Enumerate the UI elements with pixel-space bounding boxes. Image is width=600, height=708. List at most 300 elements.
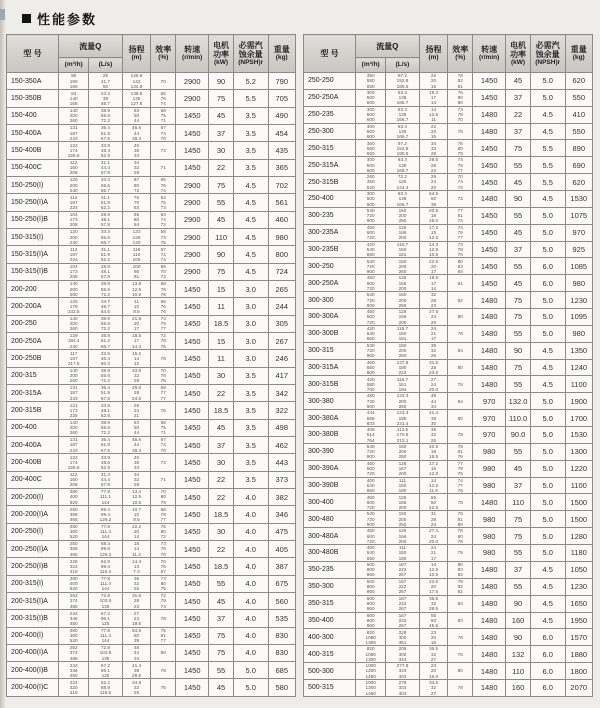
cell-speed: 1480 xyxy=(473,612,506,629)
cell-flow-ls: 25 41.7 50 xyxy=(89,73,122,90)
table-row xyxy=(304,174,593,191)
cell-power: 55 xyxy=(209,194,234,211)
cell-speed: 1450 xyxy=(176,662,209,679)
cell-npsh: 3.0 xyxy=(233,298,268,315)
cell-head: 22.5 20 17.5 xyxy=(419,578,448,595)
cell-head: 25 24 20 xyxy=(419,174,448,191)
cell-flow-m3h: 122 174 226.5 xyxy=(59,142,89,159)
cell-head: 27 24 20.0 xyxy=(419,376,448,393)
cell-weight: 550 xyxy=(565,123,592,140)
cell-flow-m3h: 250 358 465 xyxy=(59,540,89,557)
table-row xyxy=(304,157,593,174)
cell-power: 22 xyxy=(209,488,234,505)
cell-flow-m3h: 1000 1200 1450 xyxy=(356,679,386,696)
cell-npsh: 4.5 xyxy=(233,194,268,211)
cell-flow-ls: 62.2 88.9 115.6 xyxy=(89,679,122,697)
cell-flow-ls: 97.2 152.8 180.5 xyxy=(386,73,419,90)
cell-power: 45 xyxy=(506,460,531,477)
table-row xyxy=(304,224,593,241)
cell-head: 133 125 120 xyxy=(122,228,151,245)
cell-efficiency: 84 xyxy=(448,393,473,410)
cell-speed: 1450 xyxy=(473,157,506,174)
cell-npsh: 5.5 xyxy=(530,157,565,174)
cell-power: 110.0 xyxy=(506,410,531,427)
cell-weight: 1050 xyxy=(565,561,592,578)
cell-weight: 267 xyxy=(268,332,295,349)
cell-npsh: 4.5 xyxy=(530,342,565,359)
cell-efficiency: 84 xyxy=(448,595,473,612)
cell-model: 200-400(I) xyxy=(7,627,59,644)
cell-power: 37 xyxy=(506,477,531,494)
table-row xyxy=(304,595,593,612)
cell-speed: 1450 xyxy=(176,124,209,141)
cell-flow-ls: 72.8 103.9 135 xyxy=(89,592,122,609)
cell-weight: 435 xyxy=(268,142,295,159)
cell-speed: 1480 xyxy=(473,376,506,393)
cell-speed: 2900 xyxy=(176,176,209,193)
cell-flow-m3h: 104 173 208 xyxy=(59,211,89,228)
cell-npsh: 5.0 xyxy=(530,89,565,106)
cell-flow-m3h: 540 720 900 xyxy=(356,443,386,460)
cell-head: 11 10 8.5 xyxy=(122,298,151,315)
cell-flow-m3h: 260 450 520 xyxy=(356,174,386,191)
cell-speed: 1450 xyxy=(176,332,209,349)
cell-head: 138.6 135 127.8 xyxy=(122,90,151,107)
cell-flow-ls: 116.7 150 181 xyxy=(386,325,419,342)
cell-weight: 373 xyxy=(268,471,295,488)
cell-flow-ls: 36.4 51.9 67.5 xyxy=(89,436,122,453)
cell-head: 27.4 24 20.0 xyxy=(419,528,448,545)
cell-speed: 2900 xyxy=(176,246,209,263)
cell-flow-m3h: 131 187 243 xyxy=(59,436,89,453)
cell-speed: 2900 xyxy=(176,90,209,107)
cell-speed: 2900 xyxy=(176,194,209,211)
cell-flow-m3h: 450 600 720 xyxy=(356,309,386,326)
cell-power: 90 xyxy=(506,595,531,612)
cell-flow-m3h: 226 322 419 xyxy=(59,558,89,575)
cell-model: 200-250 xyxy=(7,315,59,332)
cell-flow-m3h: 480 720 900 xyxy=(356,393,386,410)
table-row xyxy=(7,159,296,176)
cell-efficiency: 70 80 79 xyxy=(151,488,176,505)
cell-power: 55 xyxy=(209,662,234,679)
cell-flow-ls: 38.9 55.6 72.2 xyxy=(89,315,122,332)
cell-flow-m3h: 350 550 650 xyxy=(356,140,386,157)
cell-flow-m3h: 409 614 764 xyxy=(356,427,386,444)
cell-efficiency: 72 79 74 xyxy=(151,592,176,609)
cell-model: 300-235 xyxy=(304,207,356,224)
cell-model: 150-315(I) xyxy=(7,228,59,245)
cell-flow-m3h: 600 800 960 xyxy=(356,561,386,578)
col-header-power: 电机 功率 (kW) xyxy=(209,35,234,73)
cell-speed: 1450 xyxy=(176,142,209,159)
cell-weight: 1095 xyxy=(565,309,592,326)
cell-model: 150-250(I)A xyxy=(7,194,59,211)
cell-npsh: 4.0 xyxy=(233,506,268,523)
cell-model: 300-380A xyxy=(304,410,356,427)
cell-power: 110 xyxy=(506,663,531,680)
cell-efficiency: 69 77 77 xyxy=(151,384,176,401)
cell-flow-ls: 38.9 55.6 72.2 xyxy=(89,419,122,436)
cell-flow-m3h: 140 200 260 xyxy=(59,107,89,124)
cell-npsh: 6.0 xyxy=(530,258,565,275)
cell-weight: 462 xyxy=(268,436,295,453)
cell-npsh: 4.0 xyxy=(233,488,268,505)
cell-model: 350-400 xyxy=(304,612,356,629)
cell-efficiency: 70 74 72 xyxy=(448,174,473,191)
cell-weight: 685 xyxy=(268,662,295,679)
cell-efficiency: 77 79 75 xyxy=(448,460,473,477)
cell-power: 75 xyxy=(209,644,234,661)
cell-efficiency: 82 xyxy=(448,292,473,309)
cell-flow-m3h: 350 550 650 xyxy=(356,73,386,90)
cell-speed: 1480 xyxy=(473,578,506,595)
cell-power: 75 xyxy=(209,627,234,644)
table-row xyxy=(7,454,296,471)
cell-flow-m3h: 112 160 208 xyxy=(59,471,89,488)
table-row xyxy=(7,506,296,523)
cell-head: 35.5 32 28.5 xyxy=(419,595,448,612)
cell-weight: 830 xyxy=(268,644,295,661)
cell-power: 75 xyxy=(506,292,531,309)
cell-flow-m3h: 420 580 700 xyxy=(356,376,386,393)
cell-efficiency: 80 xyxy=(151,644,176,661)
cell-npsh: 5.0 xyxy=(530,494,565,511)
cell-efficiency: 72 xyxy=(448,191,473,208)
cell-power: 75 xyxy=(506,359,531,376)
cell-model: 200-315(I)A xyxy=(7,592,59,609)
cell-efficiency: 78 xyxy=(151,610,176,627)
cell-speed: 1450 xyxy=(176,107,209,124)
cell-flow-ls: 62.8 89.4 116.4 xyxy=(89,558,122,575)
table-row xyxy=(7,73,296,90)
cell-npsh: 5.0 xyxy=(530,325,565,342)
cell-head: 25 24 21 xyxy=(122,402,151,419)
table-row xyxy=(304,561,593,578)
cell-flow-ls: 167 222 267 xyxy=(386,578,419,595)
cell-model: 200-250(I)A xyxy=(7,540,59,557)
cell-power: 90 xyxy=(506,629,531,646)
cell-weight: 724 xyxy=(268,263,295,280)
cell-efficiency: 63 74 72 xyxy=(151,211,176,228)
cell-npsh: 3.5 xyxy=(233,402,268,419)
cell-efficiency: 78 xyxy=(448,494,473,511)
cell-speed: 980 xyxy=(473,528,506,545)
cell-flow-m3h: 224 320 416 xyxy=(59,679,89,697)
table-row xyxy=(304,427,593,444)
cell-flow-ls: 228 300 361 xyxy=(386,629,419,646)
col-header-head: 扬程 (m) xyxy=(122,35,151,73)
col-header-npsh: 必需汽 蚀余量 (NPSH)r xyxy=(233,35,268,73)
cell-power: 55 xyxy=(506,545,531,562)
cell-flow-ls: 113.6 170.6 213.1 xyxy=(386,427,419,444)
cell-npsh: 6.0 xyxy=(530,663,565,680)
cell-weight: 1230 xyxy=(565,578,592,595)
cell-flow-m3h: 120 200 240 xyxy=(59,228,89,245)
cell-head: 18.3 17 14 xyxy=(419,89,448,106)
cell-head: 24 21 17 xyxy=(419,545,448,562)
cell-model: 200-400(I)A xyxy=(7,644,59,661)
cell-efficiency: 74 78 77 xyxy=(448,157,473,174)
cell-efficiency: 78 81 76 xyxy=(448,443,473,460)
cell-speed: 1480 xyxy=(473,646,506,663)
cell-efficiency: 70 78 76 xyxy=(151,367,176,384)
cell-efficiency: 57 72 74 xyxy=(151,246,176,263)
cell-power: 55 xyxy=(506,325,531,342)
cell-flow-ls: 72.2 125 144.4 xyxy=(386,174,419,191)
cell-power: 37 xyxy=(506,89,531,106)
cell-head: 35 32 26 xyxy=(419,342,448,359)
cell-speed: 980 xyxy=(473,443,506,460)
cell-npsh: 4.0 xyxy=(233,592,268,609)
cell-efficiency: 66 76 76 xyxy=(151,298,176,315)
table-row xyxy=(7,575,296,592)
cell-flow-ls: 277.8 333 403 xyxy=(386,663,419,680)
cell-npsh: 4.0 xyxy=(233,644,268,661)
cell-efficiency: 79 xyxy=(448,545,473,562)
cell-weight: 1240 xyxy=(565,359,592,376)
cell-efficiency: 67 74 70 xyxy=(151,436,176,453)
cell-flow-ls: 167 222 267 xyxy=(386,595,419,612)
table-row xyxy=(304,292,593,309)
table-row xyxy=(304,106,593,123)
cell-flow-m3h: 540 720 900 xyxy=(356,292,386,309)
cell-model: 300-390A xyxy=(304,460,356,477)
cell-efficiency: 78 xyxy=(448,629,473,646)
cell-npsh: 4.5 xyxy=(530,106,565,123)
cell-speed: 1450 xyxy=(176,159,209,176)
cell-model: 500-300 xyxy=(304,663,356,680)
cell-npsh: 5.0 xyxy=(530,427,565,444)
cell-efficiency: 83 xyxy=(448,612,473,629)
cell-npsh: 5.5 xyxy=(233,90,268,107)
col-header-flow-ls: (L/s) xyxy=(89,58,122,73)
cell-weight: 1880 xyxy=(565,646,592,663)
cell-head: 53 50 44 xyxy=(122,419,151,436)
cell-weight: 244 xyxy=(268,298,295,315)
cell-flow-m3h: 300 500 600 xyxy=(356,89,386,106)
cell-weight: 1800 xyxy=(565,663,592,680)
cell-flow-ls: 34.7 49.7 64.6 xyxy=(89,298,122,315)
cell-npsh: 3.5 xyxy=(233,159,268,176)
cell-speed: 1480 xyxy=(473,191,506,208)
cell-flow-m3h: 600 800 960 xyxy=(356,578,386,595)
table-row xyxy=(7,644,296,661)
col-header-speed: 转速 (r/min) xyxy=(473,35,506,73)
cell-weight: 705 xyxy=(268,90,295,107)
cell-speed: 1450 xyxy=(176,367,209,384)
cell-npsh: 5.2 xyxy=(233,73,268,90)
cell-efficiency: 76 xyxy=(448,646,473,663)
cell-npsh: 4.5 xyxy=(233,263,268,280)
cell-flow-ls: 31.1 51.9 62.2 xyxy=(89,246,122,263)
cell-flow-ls: 28.9 48.1 57.8 xyxy=(89,211,122,228)
cell-weight: 980 xyxy=(268,228,295,245)
cell-speed: 1450 xyxy=(176,298,209,315)
table-row xyxy=(304,325,593,342)
cell-efficiency: 73 78 70 xyxy=(448,241,473,258)
cell-flow-ls: 33.6 48.1 62.5 xyxy=(89,402,122,419)
table-row xyxy=(304,359,593,376)
cell-speed: 1480 xyxy=(473,494,506,511)
cell-weight: 405 xyxy=(268,540,295,557)
cell-npsh: 4.5 xyxy=(530,578,565,595)
cell-speed: 1450 xyxy=(473,258,506,275)
cell-power: 22 xyxy=(506,106,531,123)
cell-head: 55 50 45.5 xyxy=(419,612,448,629)
cell-speed: 1450 xyxy=(473,241,506,258)
cell-flow-ls: 167 222 267 xyxy=(386,612,419,629)
table-row xyxy=(304,89,593,106)
cell-efficiency: 74 79 77 xyxy=(448,224,473,241)
cell-npsh: 3.0 xyxy=(233,280,268,297)
cell-model: 350-300 xyxy=(304,578,356,595)
cell-weight: 460 xyxy=(268,211,295,228)
cell-npsh: 3.5 xyxy=(233,471,268,488)
cell-head: 76 70 63 xyxy=(122,194,151,211)
cell-flow-m3h: 120 200 240 xyxy=(59,176,89,193)
cell-npsh: 4.5 xyxy=(233,211,268,228)
cell-efficiency: 55 70 72 xyxy=(151,263,176,280)
cell-head: 54.5 50 39 xyxy=(419,191,448,208)
cell-power: 75 xyxy=(506,309,531,326)
cell-weight: 535 xyxy=(268,610,295,627)
tables-container xyxy=(6,34,594,697)
cell-model: 200-250(I)B xyxy=(7,558,59,575)
cell-head: 31.5 28 23 xyxy=(122,592,151,609)
cell-power: 132 xyxy=(506,646,531,663)
table-row xyxy=(304,191,593,208)
cell-npsh: 6.0 xyxy=(530,646,565,663)
cell-speed: 1450 xyxy=(176,384,209,401)
cell-model: 300-400 xyxy=(304,494,356,511)
cell-weight: 980 xyxy=(565,275,592,292)
cell-model: 200-400A xyxy=(7,436,59,453)
cell-npsh: 4.0 xyxy=(233,610,268,627)
cell-flow-m3h: 600 800 960 xyxy=(356,595,386,612)
cell-speed: 2900 xyxy=(176,211,209,228)
cell-speed: 970 xyxy=(473,410,506,427)
cell-head: 41.4 38 29.6 xyxy=(122,662,151,679)
cell-head: 32 28 23 xyxy=(419,292,448,309)
cell-head: 13.8 12.5 10.6 xyxy=(122,280,151,297)
cell-efficiency: 68 75 71 xyxy=(151,419,176,436)
cell-power: 45 xyxy=(209,211,234,228)
cell-model: 200-250(I) xyxy=(7,523,59,540)
cell-efficiency: 74 77 76 xyxy=(448,477,473,494)
scan-edge-shadow xyxy=(0,0,6,708)
table-row xyxy=(7,246,296,263)
cell-weight: 1900 xyxy=(565,393,592,410)
cell-power: 55 xyxy=(506,207,531,224)
cell-efficiency: 79 81 80 xyxy=(448,511,473,528)
cell-npsh: 5.0 xyxy=(530,410,565,427)
cell-head: 29.5 28 24.5 xyxy=(122,384,151,401)
spec-table-right xyxy=(303,34,593,697)
cell-weight: 443 xyxy=(268,454,295,471)
cell-efficiency: 75 80 72 xyxy=(151,523,176,540)
cell-model: 200-250A xyxy=(7,332,59,349)
cell-efficiency: 75 81 77 xyxy=(151,627,176,644)
table-row xyxy=(7,592,296,609)
cell-efficiency: 65 76 74 xyxy=(151,176,176,193)
cell-power: 45 xyxy=(209,679,234,697)
table-row xyxy=(7,315,296,332)
col-header-power: 电机 功率 (kW) xyxy=(506,35,531,73)
cell-model: 300-480A xyxy=(304,528,356,545)
cell-efficiency: 73 xyxy=(151,454,176,471)
table-row xyxy=(304,679,593,696)
cell-weight: 620 xyxy=(565,174,592,191)
cell-flow-m3h: 140 200 260 xyxy=(59,367,89,384)
cell-weight: 1950 xyxy=(565,612,592,629)
cell-power: 75 xyxy=(506,511,531,528)
cell-flow-m3h: 112 187 224 xyxy=(59,246,89,263)
cell-flow-ls: 116.7 150 181 xyxy=(386,241,419,258)
cell-head: 40 38 33 xyxy=(122,142,151,159)
table-row xyxy=(7,298,296,315)
cell-speed: 1480 xyxy=(473,106,506,123)
cell-power: 37 xyxy=(209,610,234,627)
cell-weight: 890 xyxy=(565,140,592,157)
cell-npsh: 5.5 xyxy=(530,174,565,191)
col-header-weight: 重量 (kg) xyxy=(565,35,592,73)
cell-flow-m3h: 540 720 900 xyxy=(356,207,386,224)
cell-model: 300-250A xyxy=(304,275,356,292)
table-row xyxy=(304,410,593,427)
cell-flow-ls: 77.8 111.4 144 xyxy=(89,575,122,592)
cell-npsh: 4.0 xyxy=(233,540,268,557)
cell-flow-ls: 278 333 403 xyxy=(386,679,419,696)
cell-efficiency: 77 81 74 xyxy=(448,207,473,224)
cell-npsh: 4.5 xyxy=(530,123,565,140)
cell-power: 75 xyxy=(506,140,531,157)
cell-flow-m3h: 250 358 465 xyxy=(59,506,89,523)
cell-npsh: 5.0 xyxy=(530,443,565,460)
cell-head: 27 24 19.5 xyxy=(122,610,151,627)
cell-flow-m3h: 300 500 600 xyxy=(356,157,386,174)
cell-flow-ls: 23.3 39 46.7 xyxy=(89,90,122,107)
cell-head: 31 28 24 xyxy=(419,511,448,528)
cell-efficiency: 80 xyxy=(448,410,473,427)
cell-power: 30 xyxy=(209,454,234,471)
cell-power: 90 xyxy=(506,191,531,208)
cell-model: 150-400 xyxy=(7,107,59,124)
cell-model: 200-315A xyxy=(7,384,59,401)
cell-npsh: 4.0 xyxy=(233,558,268,575)
cell-speed: 1480 xyxy=(473,292,506,309)
cell-npsh: 5.0 xyxy=(233,679,268,697)
table-row xyxy=(7,280,296,297)
cell-model: 300-250 xyxy=(304,258,356,275)
cell-power: 45 xyxy=(209,419,234,436)
cell-power: 55 xyxy=(506,443,531,460)
table-row xyxy=(7,350,296,367)
cell-model: 200-315B xyxy=(7,402,59,419)
table-row xyxy=(7,90,296,107)
cell-flow-m3h: 444 666 833 xyxy=(356,410,386,427)
cell-model: 200-250B xyxy=(7,350,59,367)
cell-flow-m3h: 131 187 243 xyxy=(59,384,89,401)
cell-model: 350-235 xyxy=(304,561,356,578)
cell-npsh: 5.0 xyxy=(530,309,565,326)
cell-speed: 970 xyxy=(473,427,506,444)
cell-model: 150-250(I)B xyxy=(7,211,59,228)
cell-weight: 305 xyxy=(268,315,295,332)
cell-model: 150-400C xyxy=(7,159,59,176)
cell-speed: 1450 xyxy=(176,575,209,592)
cell-flow-ls: 31.3 44.4 57.8 xyxy=(89,471,122,488)
